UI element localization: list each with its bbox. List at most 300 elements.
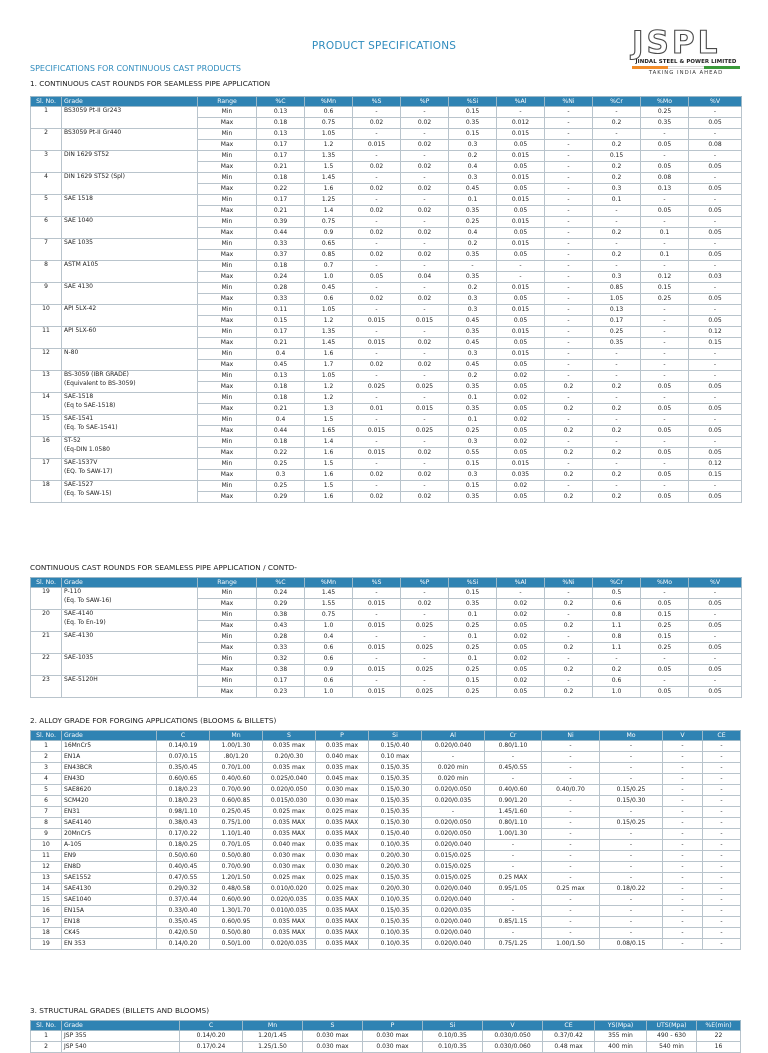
- value-cell: 0.50/0.80: [210, 928, 263, 939]
- value-cell: 0.14/0.20: [180, 1031, 243, 1042]
- table-header-row: [31, 731, 741, 741]
- value-cell: 0.37/0.42: [543, 1031, 595, 1042]
- value-cell: -: [545, 272, 593, 283]
- value-cell: 0.015: [401, 316, 449, 327]
- value-cell: 0.02: [401, 184, 449, 195]
- value-cell: -: [689, 239, 742, 250]
- value-cell: 0.25: [593, 327, 641, 338]
- value-cell: 1.55: [305, 599, 353, 610]
- value-cell: -: [600, 917, 663, 928]
- value-cell: 0.6: [305, 676, 353, 687]
- value-cell: 0.035: [497, 470, 545, 481]
- value-cell: -: [485, 928, 542, 939]
- value-cell: -: [545, 294, 593, 305]
- value-cell: -: [600, 851, 663, 862]
- value-cell: 0.45: [449, 184, 497, 195]
- value-cell: -: [703, 884, 741, 895]
- table-row-min: [31, 610, 742, 621]
- value-cell: -: [703, 917, 741, 928]
- value-cell: -: [353, 283, 401, 294]
- value-cell: 0.3: [449, 349, 497, 360]
- sl-number: 15: [31, 895, 62, 906]
- column-header: Range: [198, 97, 257, 107]
- value-cell: 0.020 min: [422, 763, 485, 774]
- grade-line: API 5LX-42: [64, 305, 97, 312]
- value-cell: 0.24: [257, 588, 305, 599]
- value-cell: 0.35: [449, 382, 497, 393]
- range-label: Min: [198, 239, 257, 250]
- value-cell: 0.15: [449, 459, 497, 470]
- value-cell: 0.13: [257, 371, 305, 382]
- value-cell: 0.12: [689, 459, 742, 470]
- value-cell: 0.1: [641, 250, 689, 261]
- column-header: %E(min): [697, 1021, 741, 1031]
- value-cell: -: [542, 829, 600, 840]
- value-cell: 0.015: [353, 426, 401, 437]
- sl-number: 4: [31, 774, 62, 785]
- value-cell: 0.05: [689, 228, 742, 239]
- table-row: [31, 906, 741, 917]
- value-cell: 0.15: [449, 129, 497, 140]
- column-header: Sl. No.: [31, 1021, 62, 1031]
- table-row-min: [31, 632, 742, 643]
- value-cell: 0.2: [545, 382, 593, 393]
- value-cell: 1.6: [305, 492, 353, 503]
- range-label: Max: [198, 294, 257, 305]
- value-cell: 0.020/0.050: [422, 829, 485, 840]
- value-cell: 0.020/0.035: [263, 895, 316, 906]
- value-cell: 0.75/1.00: [210, 818, 263, 829]
- value-cell: 0.02: [401, 470, 449, 481]
- value-cell: 0.5: [593, 588, 641, 599]
- table-header-row: [31, 1021, 741, 1031]
- value-cell: 0.15/0.35: [369, 796, 422, 807]
- value-cell: 0.25: [641, 107, 689, 118]
- value-cell: -: [641, 195, 689, 206]
- value-cell: 0.17: [257, 676, 305, 687]
- value-cell: 0.05: [641, 140, 689, 151]
- table-row: [31, 796, 741, 807]
- value-cell: 0.17: [257, 327, 305, 338]
- value-cell: -: [593, 654, 641, 665]
- grade-line: (Eq. To SAW-15): [64, 489, 112, 497]
- value-cell: -: [353, 459, 401, 470]
- value-cell: 0.05: [641, 599, 689, 610]
- value-cell: 0.25: [641, 621, 689, 632]
- value-cell: -: [593, 415, 641, 426]
- range-label: Min: [198, 305, 257, 316]
- value-cell: 0.21: [257, 338, 305, 349]
- range-label: Min: [198, 610, 257, 621]
- value-cell: 0.25 max: [542, 884, 600, 895]
- value-cell: -: [641, 338, 689, 349]
- logo-tagline: TAKING INDIA AHEAD: [648, 70, 724, 76]
- range-label: Max: [198, 448, 257, 459]
- value-cell: 0.01: [353, 404, 401, 415]
- grade-name: [62, 173, 198, 195]
- table-header-row: [31, 97, 742, 107]
- column-header: %Cr: [593, 97, 641, 107]
- range-label: Min: [198, 217, 257, 228]
- value-cell: 0.1: [449, 632, 497, 643]
- table-row-min: [31, 239, 742, 250]
- value-cell: -: [545, 654, 593, 665]
- value-cell: 0.02: [401, 206, 449, 217]
- value-cell: 0.15/0.35: [369, 774, 422, 785]
- value-cell: 0.35: [449, 327, 497, 338]
- value-cell: 0.50/0.80: [210, 851, 263, 862]
- value-cell: 0.05: [497, 492, 545, 503]
- value-cell: 0.035 MAX: [316, 928, 369, 939]
- value-cell: 0.17: [257, 151, 305, 162]
- value-cell: 1.5: [305, 481, 353, 492]
- value-cell: -: [401, 349, 449, 360]
- value-cell: 0.18/0.23: [157, 796, 210, 807]
- value-cell: -: [689, 107, 742, 118]
- table-row: [31, 763, 741, 774]
- value-cell: 0.15/0.35: [369, 807, 422, 818]
- value-cell: 0.17: [593, 316, 641, 327]
- value-cell: -: [600, 906, 663, 917]
- value-cell: 0.030 max: [316, 862, 369, 873]
- value-cell: -: [353, 393, 401, 404]
- value-cell: -: [401, 676, 449, 687]
- value-cell: -: [401, 217, 449, 228]
- value-cell: 0.1: [449, 415, 497, 426]
- grade-name: [62, 283, 198, 305]
- value-cell: 0.035 MAX: [263, 818, 316, 829]
- value-cell: 0.030 max: [363, 1042, 423, 1053]
- value-cell: -: [703, 829, 741, 840]
- value-cell: -: [542, 906, 600, 917]
- grade-name: [62, 632, 198, 654]
- value-cell: -: [542, 840, 600, 851]
- value-cell: 0.05: [689, 382, 742, 393]
- sl-number: 23: [31, 676, 62, 698]
- range-label: Min: [198, 393, 257, 404]
- value-cell: 0.3: [449, 470, 497, 481]
- value-cell: 0.05: [497, 206, 545, 217]
- value-cell: 0.025: [401, 643, 449, 654]
- table-row-min: [31, 349, 742, 360]
- value-cell: 0.22: [257, 448, 305, 459]
- column-header: Range: [198, 578, 257, 588]
- value-cell: 0.35/0.45: [157, 763, 210, 774]
- value-cell: 0.02: [497, 610, 545, 621]
- value-cell: 0.80/1.10: [485, 818, 542, 829]
- value-cell: 0.015: [353, 643, 401, 654]
- value-cell: -: [703, 873, 741, 884]
- value-cell: 0.035 max: [263, 741, 316, 752]
- table-row-min: [31, 459, 742, 470]
- value-cell: 0.015: [497, 173, 545, 184]
- grade-name: EN31: [62, 807, 157, 818]
- value-cell: 0.035 MAX: [316, 895, 369, 906]
- value-cell: -: [689, 173, 742, 184]
- value-cell: 0.05: [497, 643, 545, 654]
- column-header: Cr: [485, 731, 542, 741]
- value-cell: -: [545, 437, 593, 448]
- sl-number: 6: [31, 796, 62, 807]
- value-cell: 0.40/0.60: [485, 785, 542, 796]
- grade-name: [62, 217, 198, 239]
- value-cell: 0.015: [353, 140, 401, 151]
- grade-name: JSP 540: [62, 1042, 180, 1053]
- value-cell: -: [641, 239, 689, 250]
- value-cell: 0.12: [689, 327, 742, 338]
- value-cell: 0.6: [305, 294, 353, 305]
- value-cell: 0.6: [593, 599, 641, 610]
- value-cell: 0.15: [449, 481, 497, 492]
- value-cell: 0.70/0.90: [210, 862, 263, 873]
- grade-name: SAE1040: [62, 895, 157, 906]
- value-cell: -: [542, 851, 600, 862]
- grade-line: BS3059 Pt-II Gr243: [64, 107, 122, 114]
- column-header: %P: [401, 97, 449, 107]
- value-cell: 0.02: [353, 118, 401, 129]
- value-cell: 0.2: [593, 448, 641, 459]
- value-cell: 0.3: [449, 437, 497, 448]
- range-label: Max: [198, 382, 257, 393]
- value-cell: -: [600, 873, 663, 884]
- value-cell: 0.15/0.30: [369, 818, 422, 829]
- value-cell: 0.3: [449, 294, 497, 305]
- range-label: Min: [198, 437, 257, 448]
- grade-line: ST-52: [64, 437, 81, 444]
- value-cell: 0.95/1.05: [485, 884, 542, 895]
- grade-name: [62, 371, 198, 393]
- value-cell: 0.020/0.035: [263, 939, 316, 950]
- value-cell: -: [353, 195, 401, 206]
- column-header: Mn: [243, 1021, 303, 1031]
- value-cell: 0.025: [401, 665, 449, 676]
- value-cell: 0.15: [593, 151, 641, 162]
- value-cell: 0.015: [353, 665, 401, 676]
- value-cell: 0.040 max: [316, 752, 369, 763]
- value-cell: 0.60/0.95: [210, 917, 263, 928]
- value-cell: 0.15: [689, 338, 742, 349]
- value-cell: 0.05: [497, 360, 545, 371]
- value-cell: -: [353, 371, 401, 382]
- value-cell: -: [663, 818, 703, 829]
- value-cell: 0.40/0.45: [157, 862, 210, 873]
- value-cell: -: [422, 807, 485, 818]
- value-cell: -: [545, 283, 593, 294]
- value-cell: 0.23: [257, 687, 305, 698]
- value-cell: -: [593, 481, 641, 492]
- value-cell: -: [689, 349, 742, 360]
- value-cell: 0.07/0.15: [157, 752, 210, 763]
- table4-heading: 3. STRUCTURAL GRADES (BILLETS AND BLOOMS): [30, 1006, 210, 1015]
- value-cell: 1.25/1.50: [243, 1042, 303, 1053]
- range-label: Min: [198, 676, 257, 687]
- value-cell: 0.15/0.35: [369, 763, 422, 774]
- value-cell: 0.02: [401, 448, 449, 459]
- grade-line: SAE-1035: [64, 654, 94, 661]
- value-cell: 0.05: [641, 382, 689, 393]
- value-cell: 0.05: [497, 338, 545, 349]
- grade-name: [62, 481, 198, 503]
- value-cell: 0.17/0.24: [180, 1042, 243, 1053]
- table-row: [31, 928, 741, 939]
- column-header: %V: [689, 578, 742, 588]
- value-cell: 0.35: [449, 404, 497, 415]
- value-cell: 0.020/0.050: [422, 818, 485, 829]
- value-cell: -: [401, 283, 449, 294]
- value-cell: 0.75/1.25: [485, 939, 542, 950]
- value-cell: 0.28: [257, 632, 305, 643]
- table-row: [31, 752, 741, 763]
- grade-name: [62, 327, 198, 349]
- value-cell: 0.030 max: [263, 851, 316, 862]
- value-cell: -: [401, 632, 449, 643]
- table-row-min: [31, 588, 742, 599]
- value-cell: 0.02: [353, 470, 401, 481]
- value-cell: -: [401, 415, 449, 426]
- value-cell: 0.28: [257, 283, 305, 294]
- value-cell: 1.0: [305, 621, 353, 632]
- value-cell: 0.10/0.35: [369, 928, 422, 939]
- value-cell: -: [703, 840, 741, 851]
- value-cell: -: [593, 371, 641, 382]
- grade-line: (Eq. To En-19): [64, 618, 106, 626]
- column-header: %Mn: [305, 578, 353, 588]
- value-cell: 0.18: [257, 437, 305, 448]
- table-row: [31, 884, 741, 895]
- grade-name: [62, 151, 198, 173]
- column-header: %Ni: [545, 578, 593, 588]
- value-cell: 0.05: [497, 294, 545, 305]
- value-cell: -: [353, 610, 401, 621]
- value-cell: 355 min: [595, 1031, 647, 1042]
- value-cell: 0.025: [401, 621, 449, 632]
- value-cell: -: [401, 459, 449, 470]
- value-cell: 0.045 max: [316, 774, 369, 785]
- value-cell: 0.05: [689, 643, 742, 654]
- value-cell: -: [485, 862, 542, 873]
- grade-name: [62, 195, 198, 217]
- value-cell: 0.025: [401, 426, 449, 437]
- value-cell: 0.55: [449, 448, 497, 459]
- value-cell: 0.035 max: [316, 840, 369, 851]
- value-cell: -: [703, 862, 741, 873]
- value-cell: -: [663, 884, 703, 895]
- grade-line: DIN 1629 ST52 (Spl): [64, 173, 125, 180]
- value-cell: -: [542, 928, 600, 939]
- value-cell: 0.02: [401, 338, 449, 349]
- value-cell: -: [703, 752, 741, 763]
- sl-number: 12: [31, 349, 62, 371]
- sl-number: 18: [31, 928, 62, 939]
- value-cell: 0.05: [689, 599, 742, 610]
- value-cell: -: [545, 415, 593, 426]
- value-cell: 0.2: [593, 665, 641, 676]
- column-header: %Ni: [545, 97, 593, 107]
- value-cell: 0.10/0.35: [369, 840, 422, 851]
- value-cell: -: [485, 840, 542, 851]
- value-cell: -: [641, 360, 689, 371]
- value-cell: 1.5: [305, 415, 353, 426]
- value-cell: -: [401, 151, 449, 162]
- column-header: %S: [353, 97, 401, 107]
- value-cell: 0.3: [449, 173, 497, 184]
- range-label: Min: [198, 459, 257, 470]
- table-row-min: [31, 415, 742, 426]
- grade-name: EN15A: [62, 906, 157, 917]
- value-cell: 0.05: [497, 184, 545, 195]
- sl-number: 1: [31, 741, 62, 752]
- value-cell: -: [401, 261, 449, 272]
- range-label: Min: [198, 173, 257, 184]
- table1-heading: 1. CONTINUOUS CAST ROUNDS FOR SEAMLESS PIPE APPLICATION: [30, 79, 271, 88]
- range-label: Max: [198, 426, 257, 437]
- grade-line: ASTM A105: [64, 261, 99, 268]
- value-cell: -: [593, 129, 641, 140]
- column-header: CE: [703, 731, 741, 741]
- value-cell: 0.2: [545, 599, 593, 610]
- value-cell: 0.2: [449, 371, 497, 382]
- grade-line: SAE-1537V: [64, 459, 98, 466]
- value-cell: 0.42/0.50: [157, 928, 210, 939]
- column-header: %P: [401, 578, 449, 588]
- grade-name: [62, 459, 198, 481]
- value-cell: 0.02: [401, 492, 449, 503]
- table-header-row: [31, 578, 742, 588]
- value-cell: -: [545, 305, 593, 316]
- value-cell: 0.38: [257, 610, 305, 621]
- range-label: Max: [198, 184, 257, 195]
- value-cell: 0.39: [257, 217, 305, 228]
- value-cell: 0.1: [449, 654, 497, 665]
- column-header: Si: [423, 1021, 483, 1031]
- grade-name: EN43BCR: [62, 763, 157, 774]
- column-header: CE: [543, 1021, 595, 1031]
- value-cell: 0.25: [449, 621, 497, 632]
- value-cell: -: [353, 481, 401, 492]
- value-cell: -: [689, 195, 742, 206]
- column-header: %Mn: [305, 97, 353, 107]
- value-cell: 0.02: [497, 437, 545, 448]
- value-cell: 0.13: [257, 129, 305, 140]
- value-cell: -: [689, 588, 742, 599]
- value-cell: -: [689, 151, 742, 162]
- value-cell: 0.18: [257, 382, 305, 393]
- value-cell: -: [703, 774, 741, 785]
- value-cell: -: [545, 228, 593, 239]
- range-label: Max: [198, 360, 257, 371]
- value-cell: 1.45: [305, 173, 353, 184]
- grade-name: [62, 349, 198, 371]
- grade-name: SAE4140: [62, 818, 157, 829]
- column-header: S: [303, 1021, 363, 1031]
- value-cell: -: [663, 917, 703, 928]
- value-cell: -: [641, 393, 689, 404]
- table-row-min: [31, 654, 742, 665]
- value-cell: 0.15: [641, 610, 689, 621]
- table-row-min: [31, 305, 742, 316]
- table-row-min: [31, 107, 742, 118]
- value-cell: 0.015/0.030: [263, 796, 316, 807]
- value-cell: 0.025 max: [263, 873, 316, 884]
- sl-number: 16: [31, 906, 62, 917]
- value-cell: 0.05: [497, 665, 545, 676]
- value-cell: -: [545, 327, 593, 338]
- value-cell: -: [703, 796, 741, 807]
- sl-number: 8: [31, 818, 62, 829]
- value-cell: -: [401, 305, 449, 316]
- value-cell: 1.25: [305, 195, 353, 206]
- value-cell: 0.6: [593, 676, 641, 687]
